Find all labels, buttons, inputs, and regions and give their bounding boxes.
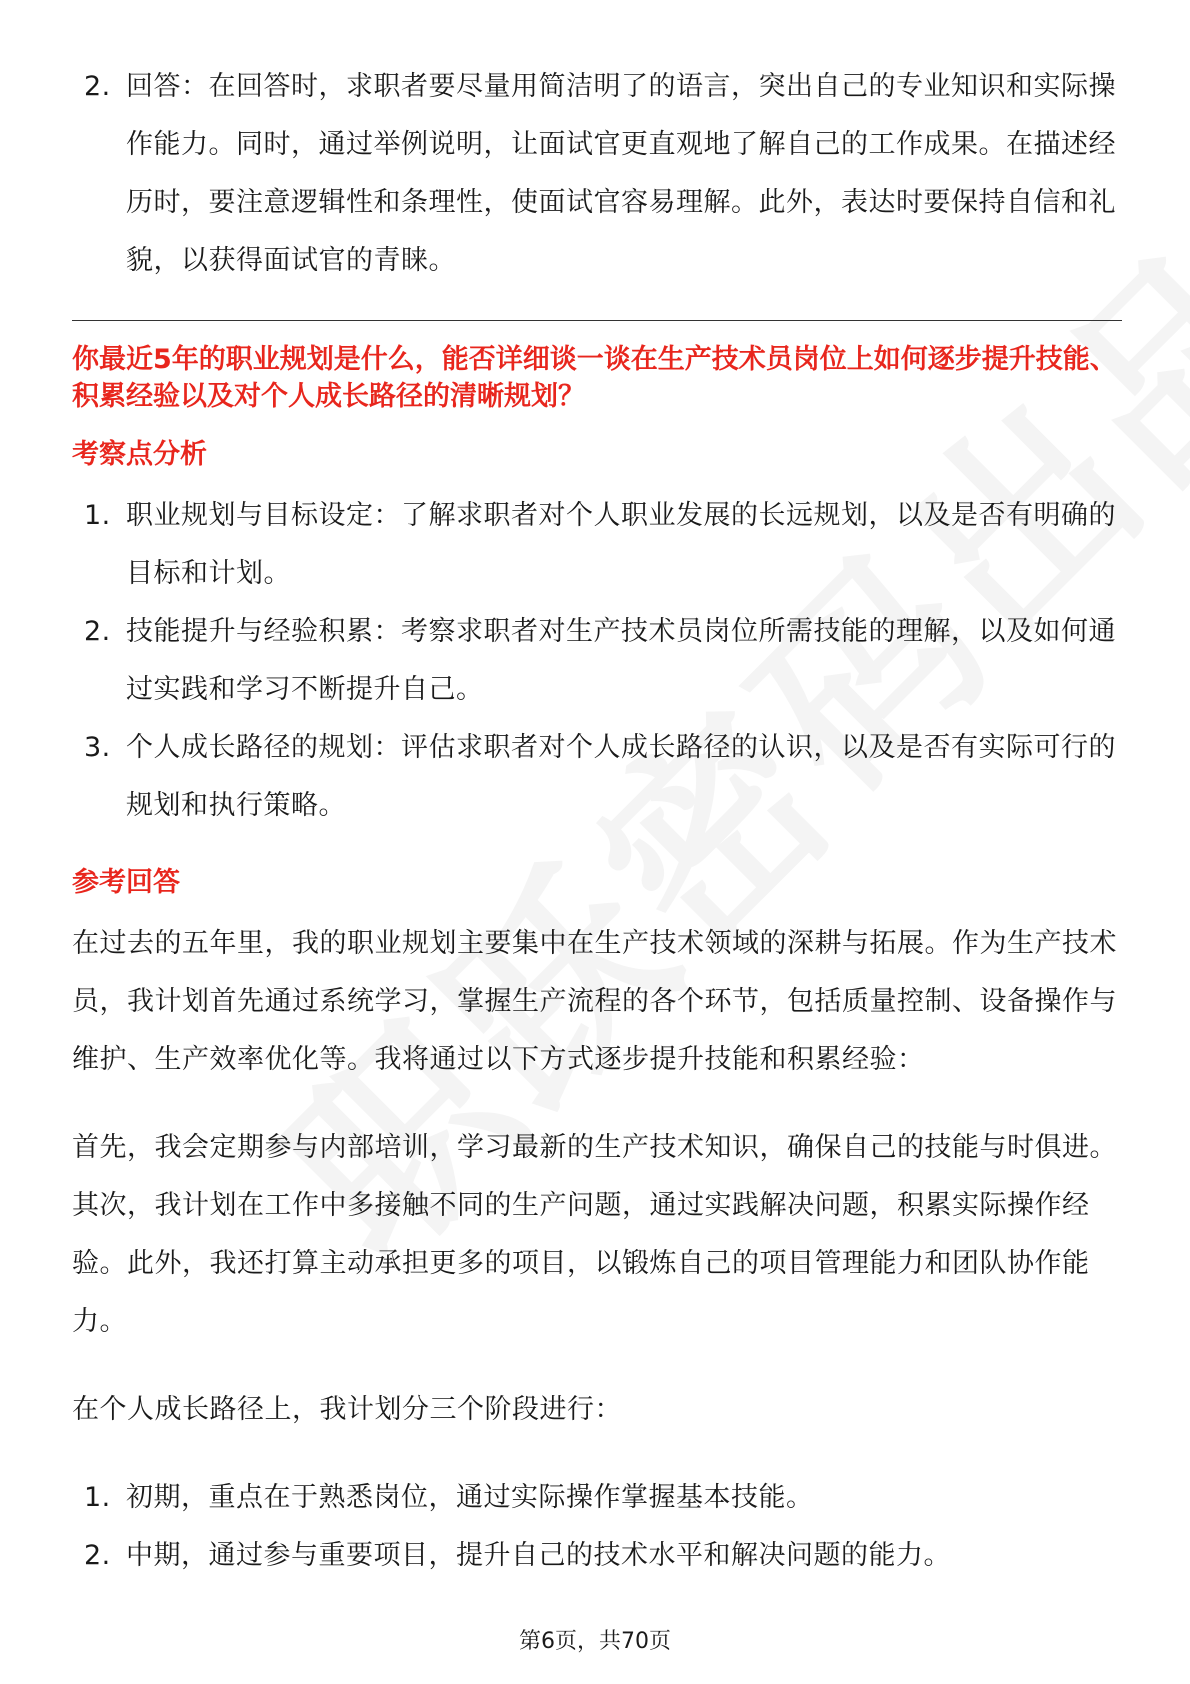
previous-answer-list xyxy=(72,58,1122,290)
list-number: 2. xyxy=(84,1540,111,1571)
answer-paragraph: 在过去的五年里，我的职业规划主要集中在生产技术领域的深耕与拓展。作为生产技术员，我计划首先通过系统学习，掌握生产流程的各个环节，包括质量控制、设备操作与维护、生产效率优化等。我将通过以下方式逐步提升技能和积累经验： xyxy=(72,928,1117,1075)
stages-list xyxy=(72,1469,1122,1585)
list-item xyxy=(72,487,1122,603)
list-number: 2. xyxy=(84,71,111,102)
list-text: 职业规划与目标设定：了解求职者对个人职业发展的长远规划，以及是否有明确的目标和计划。 xyxy=(126,500,1116,589)
list-number: 2. xyxy=(84,616,111,647)
list-item xyxy=(72,58,1122,290)
list-item xyxy=(72,603,1122,719)
page-footer: 第6页，共70页 xyxy=(519,1629,671,1654)
list-number: 1. xyxy=(84,1482,111,1513)
answer-paragraph: 首先，我会定期参与内部培训，学习最新的生产技术知识，确保自己的技能与时俱进。其次，我计划在工作中多接触不同的生产问题，通过实践解决问题，积累实际操作经验。此外，我还打算主动承担更多的项目，以锻炼自己的项目管理能力和团队协作能力。 xyxy=(72,1132,1117,1337)
answer-heading: 参考回答 xyxy=(72,867,180,898)
question-title: 你最近5年的职业规划是什么，能否详细谈一谈在生产技术员岗位上如何逐步提升技能、积累经验以及对个人成长路径的清晰规划？ xyxy=(72,344,1117,412)
list-text: 个人成长路径的规划：评估求职者对个人成长路径的认识，以及是否有实际可行的规划和执行策略。 xyxy=(126,732,1116,821)
list-number: 1. xyxy=(84,500,111,531)
list-text: 初期，重点在于熟悉岗位，通过实际操作掌握基本技能。 xyxy=(126,1482,814,1513)
section-divider xyxy=(72,320,1122,321)
analysis-list xyxy=(72,487,1122,835)
list-item xyxy=(72,1527,1122,1585)
analysis-heading: 考察点分析 xyxy=(72,439,207,470)
list-item xyxy=(72,719,1122,835)
answer-paragraph: 在个人成长路径上，我计划分三个阶段进行： xyxy=(72,1394,622,1425)
list-number: 3. xyxy=(84,732,111,763)
list-text: 回答：在回答时，求职者要尽量用简洁明了的语言，突出自己的专业知识和实际操作能力。同时，通过举例说明，让面试官更直观地了解自己的工作成果。在描述经历时，要注意逻辑性和条理性，使面试官容易理解。此外，表达时要保持自信和礼貌，以获得面试官的青睐。 xyxy=(126,71,1116,276)
list-text: 技能提升与经验积累：考察求职者对生产技术员岗位所需技能的理解，以及如何通过实践和学习不断提升自己。 xyxy=(126,616,1116,705)
list-text: 中期，通过参与重要项目，提升自己的技术水平和解决问题的能力。 xyxy=(126,1540,951,1571)
page-content xyxy=(72,58,1122,1585)
list-item xyxy=(72,1469,1122,1527)
